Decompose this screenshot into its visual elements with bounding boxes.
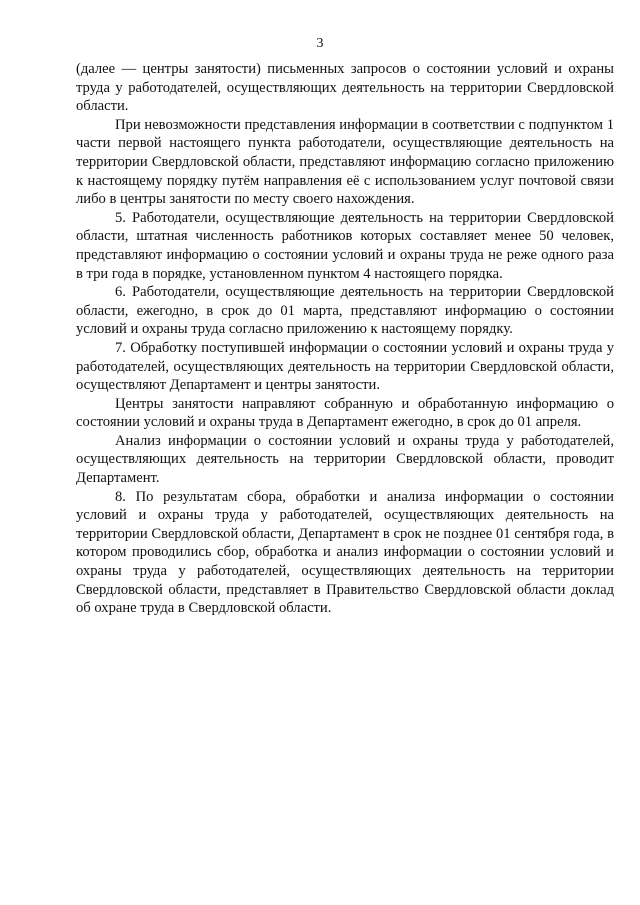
paragraph-item-8: 8. По результатам сбора, обработки и анализа информации о состоянии условий и охраны труда у работодателей, осуществляющих деятельность на территории Свердловской области, Департамент в срок не позднее 01 сентября года, в котором проводились сбор, обработка и анализ информации о состоянии условий и охраны труда у работодателей, осуществляющих деятельность на территории Свердловской области, представляет в Правительство Свердловской области доклад об охране труда в Свердловской области. xyxy=(76,488,614,617)
paragraph-item-7: 7. Обработку поступившей информации о состоянии условий и охраны труда у работодателей, осуществляющих деятельность на территории Свердловской области, осуществляют Департамент и центры занятости. xyxy=(76,339,614,394)
paragraph-postal-alternative: При невозможности представления информации в соответствии с подпунктом 1 части первой настоящего пункта работодатели, осуществляющие деятельность на территории Свердловской области, представляют информацию согласно приложению к настоящему порядку путём направления её с использованием услуг почтовой связи либо в центры занятости по месту своего нахождения. xyxy=(76,116,614,208)
paragraph-item-6: 6. Работодатели, осуществляющие деятельность на территории Свердловской области, ежегодно, в срок до 01 марта, представляют информацию о состоянии условий и охраны труда согласно приложению к настоящему порядку. xyxy=(76,284,614,338)
paragraph-employment-centers: Центры занятости направляют собранную и обработанную информацию о состоянии условий и охраны труда в Департамент ежегодно, в срок до 01 апреля. xyxy=(76,395,614,431)
paragraph-item-5: 5. Работодатели, осуществляющие деятельность на территории Свердловской области, штатная численность работников которых составляет менее 50 человек, представляют информацию о состоянии условий и охраны труда не реже одного раза в три года в порядке, установленном пунктом 4 настоящего порядка. xyxy=(76,209,614,282)
document-body xyxy=(76,60,614,618)
page-number: 3 xyxy=(316,36,324,51)
paragraph-analysis: Анализ информации о состоянии условий и охраны труда у работодателей, осуществляющих деятельность на территории Свердловской области, проводит Департамент. xyxy=(76,432,614,487)
paragraph-continuation: (далее — центры занятости) письменных запросов о состоянии условий и охраны труда у работодателей, осуществляющих деятельность на территории Свердловской области. xyxy=(76,61,614,115)
